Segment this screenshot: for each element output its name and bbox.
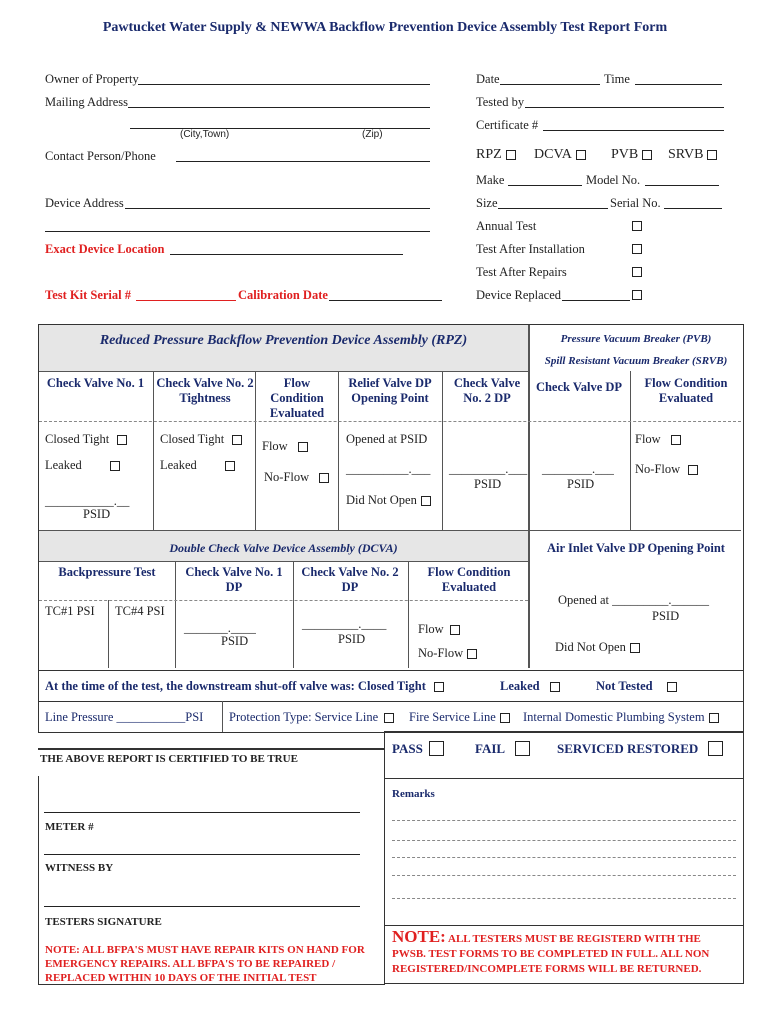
cv2dp-psid-label: PSID [474,477,502,491]
rpz-col-line-3 [338,371,339,530]
dcva-no-flow-label: No-Flow [418,646,464,660]
shutoff-leaked-label: Leaked [500,679,540,693]
fail-label: FAIL [475,741,506,756]
dcva-tc-divider [108,600,109,668]
device-address-field-2[interactable] [45,231,430,232]
dcva-title: Double Check Valve Device Assembly (DCVA) [169,541,398,555]
exact-location-field[interactable] [170,254,403,255]
relief-opened-at-label: Opened at PSID [346,432,428,446]
internal-plumbing-checkbox[interactable] [709,713,719,723]
dcva-col-line-3 [408,561,409,668]
fire-service-checkbox[interactable] [500,713,510,723]
test-after-install-checkbox[interactable] [632,244,642,254]
pvb-flow-label: Flow [635,432,661,446]
test-after-repairs-checkbox[interactable] [632,267,642,277]
rpz-col-check-valve-1: Check Valve No. 1 [46,376,145,390]
meter-label: METER # [45,821,94,833]
dcva-cv1-psid: PSID [221,634,249,648]
contact-field[interactable] [176,161,430,162]
rpz-no-flow[interactable] [264,470,329,485]
make-label: Make [476,173,505,187]
size-field[interactable] [498,208,608,209]
owner-field[interactable] [138,84,430,85]
cv1-closed-tight[interactable] [45,432,127,447]
city-label: (City,Town) [180,129,230,140]
protection-divider [222,701,223,732]
rpz-checkbox[interactable] [506,150,516,160]
pvb-col-check-valve-dp: Check Valve DP [535,380,623,394]
serial-label: Serial No. [610,196,661,210]
tester-signature-label: TESTERS SIGNATURE [45,916,162,928]
rpz-label: RPZ [476,147,502,162]
rpz-col-line-4 [442,371,443,530]
line-pressure[interactable]: Line Pressure ___________PSI [45,710,204,724]
dcva-col-line-2 [293,561,294,668]
make-field[interactable] [508,185,582,186]
relief-did-not-open-checkbox[interactable] [421,496,431,506]
device-replaced-field[interactable] [562,300,630,301]
rpz-flow[interactable] [262,439,308,454]
cv1-leaked-label: Leaked [45,458,82,472]
pvb-no-flow[interactable] [635,462,698,477]
remarks-line-3[interactable] [392,857,736,858]
shutoff-not-tested-label: Not Tested [596,679,653,693]
pvb-option[interactable] [611,147,652,163]
relief-did-not-open-label: Did Not Open [346,493,417,507]
test-after-repairs-label: Test After Repairs [476,265,567,279]
protection-fire[interactable] [409,710,510,725]
model-field[interactable] [645,185,719,186]
line-pressure-psi: PSI [185,710,204,724]
dcva-no-flow[interactable] [418,646,477,661]
rpz-flow-checkbox[interactable] [298,442,308,452]
dcva-header-divider [39,561,528,562]
certified-text: THE ABOVE REPORT IS CERTIFIED TO BE TRUE [40,753,298,765]
srvb-label: SRVB [668,147,704,162]
internal-plumbing-label: Internal Domestic Plumbing System [523,710,705,724]
size-label: Size [476,196,498,210]
rpz-col-line-2 [255,371,256,530]
device-replaced-checkbox[interactable] [632,290,642,300]
dcva-dashed-divider [39,600,528,601]
time-field[interactable] [635,84,722,85]
protection-type-label: Protection Type: Service Line [229,710,379,724]
remarks-line-5[interactable] [392,898,736,899]
shutoff-leaked-checkbox[interactable] [550,682,560,692]
note-right-label: NOTE: [392,927,446,946]
rpz-flow-label: Flow [262,439,288,453]
remarks-line-4[interactable] [392,875,736,876]
dcva-col-line-1 [175,561,176,668]
protection-internal[interactable] [523,710,719,725]
note-right [392,929,736,977]
air-opened-at-label: Opened at [558,593,610,607]
device-address-field[interactable] [125,208,430,209]
dcva-cv2-psid: PSID [338,632,366,646]
pvb-title: Pressure Vacuum Breaker (PVB) [560,333,712,345]
rpz-col-line-1 [153,371,154,530]
cv2-leaked-checkbox[interactable] [225,461,235,471]
dcva-col-cv1: Check Valve No. 1 DP [185,565,283,594]
pvb-label: PVB [611,147,639,162]
tc1-label: TC#1 PSI [45,604,95,618]
pass-option[interactable] [392,741,444,757]
serviced-label: SERVICED RESTORED [557,741,699,756]
cv2-closed-tight-label: Closed Tight [160,432,225,446]
shutoff-text [45,679,444,694]
dcva-checkbox[interactable] [576,150,586,160]
date-label: Date [476,72,500,86]
rpz-col-check-valve-2: Check Valve No. 2 Tightness [156,376,254,405]
remarks-box [384,777,744,926]
calibration-field[interactable] [329,300,442,301]
mailing-field[interactable] [128,107,430,108]
shutoff-closed-tight-checkbox[interactable] [434,682,444,692]
test-after-install-label: Test After Installation [476,242,585,256]
pvb-col-flow-condition: Flow Condition Evaluated [644,376,728,405]
rpz-col-flow-condition: Flow Condition Evaluated [269,376,325,420]
relief-did-not-open[interactable] [346,493,431,508]
dcva-label: DCVA [534,147,572,162]
rpz-col-check-valve-2-dp: Check Valve No. 2 DP [453,376,521,405]
dcva-no-flow-checkbox[interactable] [467,649,477,659]
tc4-label: TC#4 PSI [115,604,165,618]
exact-location-label: Exact Device Location [45,242,165,256]
pass-checkbox[interactable] [429,741,444,756]
test-kit-field[interactable] [136,300,236,301]
date-field[interactable] [500,84,600,85]
pvb-check-dp-psid: PSID [567,477,595,491]
shutoff-not-tested[interactable] [596,679,677,694]
contact-label: Contact Person/Phone [45,149,156,163]
air-did-not-open[interactable] [555,640,640,655]
dcva-flow-checkbox[interactable] [450,625,460,635]
fire-service-label: Fire Service Line [409,710,496,724]
fail-checkbox[interactable] [515,741,530,756]
mailing-label: Mailing Address [45,95,128,109]
rpz-title: Reduced Pressure Backflow Prevention Device Assembly (RPZ) [99,333,468,348]
air-did-not-open-checkbox[interactable] [630,643,640,653]
serviced-checkbox[interactable] [708,741,723,756]
tester-signature-line[interactable] [44,906,360,907]
pass-label: PASS [392,741,423,756]
certificate-label: Certificate # [476,118,539,132]
rpz-no-flow-checkbox[interactable] [319,473,329,483]
time-label: Time [604,72,630,86]
srvb-title: Spill Resistant Vacuum Breaker (SRVB) [544,355,728,367]
owner-label: Owner of Property [45,72,139,86]
cv1-leaked[interactable] [45,458,120,473]
cv2-leaked[interactable] [160,458,235,473]
rpz-col-relief-valve: Relief Valve DP Opening Point [348,376,432,405]
dcva-col-backpressure: Backpressure Test [58,565,156,579]
serviced-option[interactable] [557,741,723,757]
shutoff-question: At the time of the test, the downstream shut-off valve was: [45,679,355,693]
certificate-field[interactable] [543,130,724,131]
witness-line[interactable] [44,854,360,855]
cv2dp-psid-field[interactable]: _________.___ [449,462,528,476]
shutoff-leaked[interactable] [500,679,560,694]
remarks-line-2[interactable] [392,840,736,841]
pvb-flow[interactable] [635,432,681,447]
pvb-col-line [630,371,631,530]
cv2-closed-tight-checkbox[interactable] [232,435,242,445]
shutoff-not-tested-checkbox[interactable] [667,682,677,692]
note-left: NOTE: ALL BFPA'S MUST HAVE REPAIR KITS ON HAND FOR EMERGENCY REPAIRS. ALL BFPA'S TO BE REPAIRED / REPLACED WITHIN 10 DAYS OF THE INITIAL TEST [45,944,365,984]
rpz-option[interactable] [476,147,516,163]
air-opened-at[interactable]: Opened at _________.______ [558,593,710,607]
calibration-label: Calibration Date [238,288,328,302]
tested-by-label: Tested by [476,95,525,109]
relief-psid-field[interactable]: __________.___ [346,462,431,476]
dcva-cv1-field[interactable]: _______.____ [184,621,256,635]
shutoff-closed-tight-label: Closed Tight [357,679,426,693]
rpz-no-flow-label: No-Flow [264,470,310,484]
meter-line[interactable] [44,812,360,813]
remarks-label: Remarks [392,788,435,800]
srvb-option[interactable] [668,147,717,163]
pvb-checkbox[interactable] [642,150,652,160]
zip-label: (Zip) [362,129,383,140]
form-title: Pawtucket Water Supply & NEWWA Backflow Prevention Device Assembly Test Report Form [102,20,668,35]
pvb-check-dp-field[interactable]: ________.___ [542,462,614,476]
fail-option[interactable] [475,741,530,757]
city-zip-field[interactable] [130,128,430,129]
device-replaced-label: Device Replaced [476,288,562,302]
annual-test-checkbox[interactable] [632,221,642,231]
rpz-header-divider [39,371,528,372]
cv1-closed-tight-checkbox[interactable] [117,435,127,445]
cv1-leaked-checkbox[interactable] [110,461,120,471]
dcva-col-flow: Flow Condition Evaluated [427,565,511,594]
cv2-closed-tight[interactable] [160,432,242,447]
pvb-no-flow-label: No-Flow [635,462,681,476]
device-address-label: Device Address [45,196,124,210]
protection-service-line[interactable] [229,710,394,725]
witness-label: WITNESS BY [45,862,114,874]
dcva-col-cv2: Check Valve No. 2 DP [301,565,399,594]
line-pressure-label: Line Pressure [45,710,114,724]
air-did-not-open-label: Did Not Open [555,640,626,654]
service-line-checkbox[interactable] [384,713,394,723]
certified-line [38,748,384,750]
srvb-checkbox[interactable] [707,150,717,160]
pvb-flow-checkbox[interactable] [671,435,681,445]
cv2-leaked-label: Leaked [160,458,197,472]
pvb-no-flow-checkbox[interactable] [688,465,698,475]
annual-test-label: Annual Test [476,219,537,233]
air-psid-label: PSID [652,609,680,623]
cv1-psid-field[interactable]: ___________.__ [45,494,130,508]
tested-by-field[interactable] [525,107,724,108]
dcva-flow-label: Flow [418,622,444,636]
note-right-text: ALL TESTERS MUST BE REGISTERD WITH THE PWSB. TEST FORMS TO BE COMPLETED IN FULL. ALL NON REGISTERED/INCOMPLETE FORMS WILL BE RETURNED. [392,933,710,975]
dcva-cv2-field[interactable]: _________.____ [302,617,387,631]
header-dashed-divider [39,421,741,422]
air-inlet-title: Air Inlet Valve DP Opening Point [547,541,725,555]
model-label: Model No. [586,173,641,187]
dcva-option[interactable] [534,147,586,163]
cv1-psid-label: PSID [83,507,111,521]
serial-field[interactable] [664,208,722,209]
dcva-flow[interactable] [418,622,460,637]
test-kit-label: Test Kit Serial # [45,288,131,302]
remarks-line-1[interactable] [392,820,736,821]
cv1-closed-tight-label: Closed Tight [45,432,110,446]
